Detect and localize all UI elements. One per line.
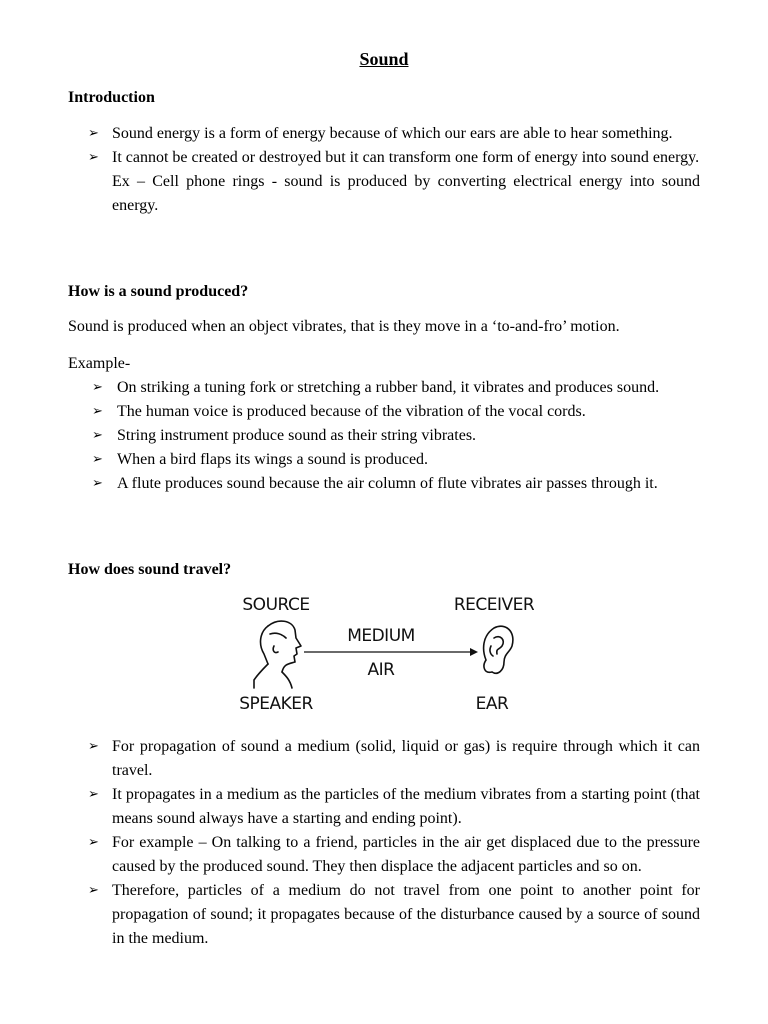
list-item-text: String instrument produce sound as their string vibrates. (117, 427, 477, 444)
air-label: AIR (367, 660, 395, 680)
arrow-bullet-icon: ➢ (88, 883, 99, 898)
list-item (88, 146, 700, 218)
list-item-text: The human voice is produced because of the vibration of the vocal cords. (117, 403, 586, 420)
introduction-list (88, 122, 700, 218)
list-item-text: When a bird flaps its wings a sound is produced. (117, 451, 429, 468)
list-item-text: It cannot be created or destroyed but it can transform one form of energy into sound energy. (112, 149, 700, 166)
production-paragraph: Sound is produced when an object vibrates, that is they move in a ‘to-and-fro’ motion. (68, 318, 620, 335)
arrow-bullet-icon: ➢ (88, 787, 99, 802)
speaker-head-icon (254, 621, 301, 688)
arrow-head-icon (470, 648, 478, 656)
arrow-bullet-icon: ➢ (92, 476, 103, 491)
medium-label: MEDIUM (347, 626, 415, 646)
list-item (92, 376, 700, 400)
introduction-heading: Introduction (68, 89, 155, 106)
travel-heading: How does sound travel? (68, 561, 232, 578)
page-title: Sound (359, 49, 409, 69)
list-item-text: For propagation of sound a medium (solid, liquid or gas) is require through which it can travel. (112, 738, 700, 779)
sound-travel-diagram (238, 588, 534, 718)
list-item-text: For example – On talking to a friend, particles in the air get displaced due to the pressure caused by the produced sound. They then displace the adjacent particles and so on. (112, 834, 700, 875)
list-item (92, 472, 700, 496)
list-item-text: On striking a tuning fork or stretching a rubber band, it vibrates and produces sound. (117, 379, 660, 396)
list-item (88, 122, 700, 146)
list-item (88, 783, 700, 831)
ear-icon (484, 626, 513, 673)
list-item-text: Therefore, particles of a medium do not travel from one point to another point for propagation of sound; it propagates because of the disturbance caused by a source of sound in the medium. (112, 882, 700, 947)
list-item (92, 424, 700, 448)
arrow-bullet-icon: ➢ (92, 404, 103, 419)
list-item-text: It propagates in a medium as the particles of the medium vibrates from a starting point (that means sound always have a starting and ending point). (112, 786, 700, 827)
list-item (88, 879, 700, 951)
production-heading: How is a sound produced? (68, 283, 249, 300)
arrow-bullet-icon: ➢ (88, 150, 99, 165)
arrow-bullet-icon: ➢ (88, 835, 99, 850)
arrow-bullet-icon: ➢ (92, 452, 103, 467)
list-item (88, 831, 700, 879)
travel-list (88, 735, 700, 951)
list-item (92, 400, 700, 424)
list-item (92, 448, 700, 472)
example-label: Example- (68, 355, 131, 372)
list-item-text: Sound energy is a form of energy because of which our ears are able to hear something. (112, 125, 673, 142)
arrow-bullet-icon: ➢ (88, 739, 99, 754)
list-item-text: A flute produces sound because the air column of flute vibrates air passes through it. (117, 475, 658, 492)
arrow-bullet-icon: ➢ (88, 126, 99, 141)
list-item (88, 735, 700, 783)
arrow-bullet-icon: ➢ (92, 428, 103, 443)
ear-label: EAR (475, 694, 509, 714)
arrow-bullet-icon: ➢ (92, 380, 103, 395)
example-line: Ex – Cell phone rings - sound is produced by converting electrical energy into sound energy. (112, 173, 700, 214)
source-label: SOURCE (242, 595, 310, 615)
production-examples-list (92, 376, 700, 496)
receiver-label: RECEIVER (453, 595, 534, 615)
speaker-label: SPEAKER (239, 694, 313, 714)
